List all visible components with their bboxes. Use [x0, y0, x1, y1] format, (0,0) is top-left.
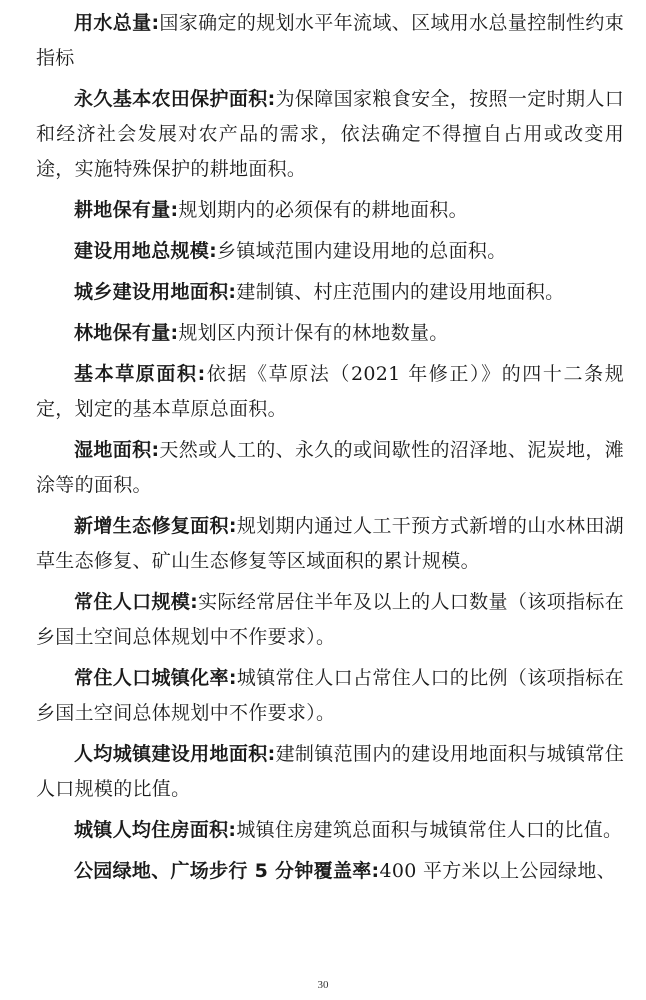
- term-title: 永久基本农田保护面积:: [74, 88, 276, 110]
- term-title: 新增生态修复面积:: [74, 515, 237, 537]
- term-title: 常住人口规模:: [74, 591, 199, 613]
- term-definition: 依据《草原法（2021 年修正）》的四十二条规定，划定的基本草原总面积。: [36, 363, 624, 420]
- term-title: 湿地面积:: [74, 439, 160, 461]
- term-paragraph: [36, 661, 624, 731]
- term-title: 城乡建设用地面积:: [74, 281, 237, 303]
- term-paragraph: [36, 82, 624, 187]
- term-title: 常住人口城镇化率:: [74, 667, 237, 689]
- term-definition: 规划期内通过人工干预方式新增的山水林田湖草生态修复、矿山生态修复等区域面积的累计规模。: [36, 515, 624, 572]
- term-paragraph: [36, 433, 624, 503]
- term-definition: 为保障国家粮食安全，按照一定时期人口和经济社会发展对农产品的需求，依法确定不得擅自占用或改变用途，实施特殊保护的耕地面积。: [36, 88, 625, 180]
- term-title: 基本草原面积:: [74, 363, 206, 385]
- term-definitions: [36, 6, 624, 889]
- term-paragraph: [36, 6, 624, 76]
- term-paragraph: [36, 737, 624, 807]
- term-definition: 建制镇范围内的建设用地面积与城镇常住人口规模的比值。: [36, 743, 625, 800]
- term-definition: 规划期内的必须保有的耕地面积。: [178, 199, 468, 221]
- term-title: 耕地保有量:: [74, 199, 179, 221]
- term-definition: 400 平方米以上公园绿地、: [379, 860, 616, 882]
- term-paragraph: [36, 854, 624, 889]
- term-title: 人均城镇建设用地面积:: [74, 743, 276, 765]
- page-number: 30: [317, 979, 329, 991]
- term-title: 公园绿地、广场步行 5 分钟覆盖率:: [74, 860, 380, 882]
- term-title: 林地保有量:: [74, 322, 179, 344]
- term-paragraph: [36, 509, 624, 579]
- term-paragraph: [36, 316, 624, 351]
- term-title: 建设用地总规模:: [74, 240, 217, 262]
- term-definition: 乡镇域范围内建设用地的总面积。: [217, 240, 507, 262]
- term-title: 城镇人均住房面积:: [74, 819, 237, 841]
- term-paragraph: [36, 193, 624, 228]
- term-title: 用水总量:: [74, 12, 160, 34]
- term-paragraph: [36, 275, 624, 310]
- term-definition: 城镇住房建筑总面积与城镇常住人口的比值。: [236, 819, 623, 841]
- term-definition: 国家确定的规划水平年流域、区域用水总量控制性约束指标: [36, 12, 624, 69]
- term-definition: 规划区内预计保有的林地数量。: [178, 322, 449, 344]
- term-paragraph: [36, 234, 624, 269]
- term-paragraph: [36, 585, 624, 655]
- term-definition: 天然或人工的、永久的或间歇性的沼泽地、泥炭地，滩涂等的面积。: [36, 439, 624, 496]
- term-paragraph: [36, 813, 624, 848]
- term-definition: 城镇常住人口占常住人口的比例（该项指标在乡国土空间总体规划中不作要求）。: [36, 667, 624, 724]
- term-definition: 实际经常居住半年及以上的人口数量（该项指标在乡国土空间总体规划中不作要求）。: [36, 591, 624, 648]
- term-definition: 建制镇、村庄范围内的建设用地面积。: [236, 281, 565, 303]
- term-paragraph: [36, 357, 624, 427]
